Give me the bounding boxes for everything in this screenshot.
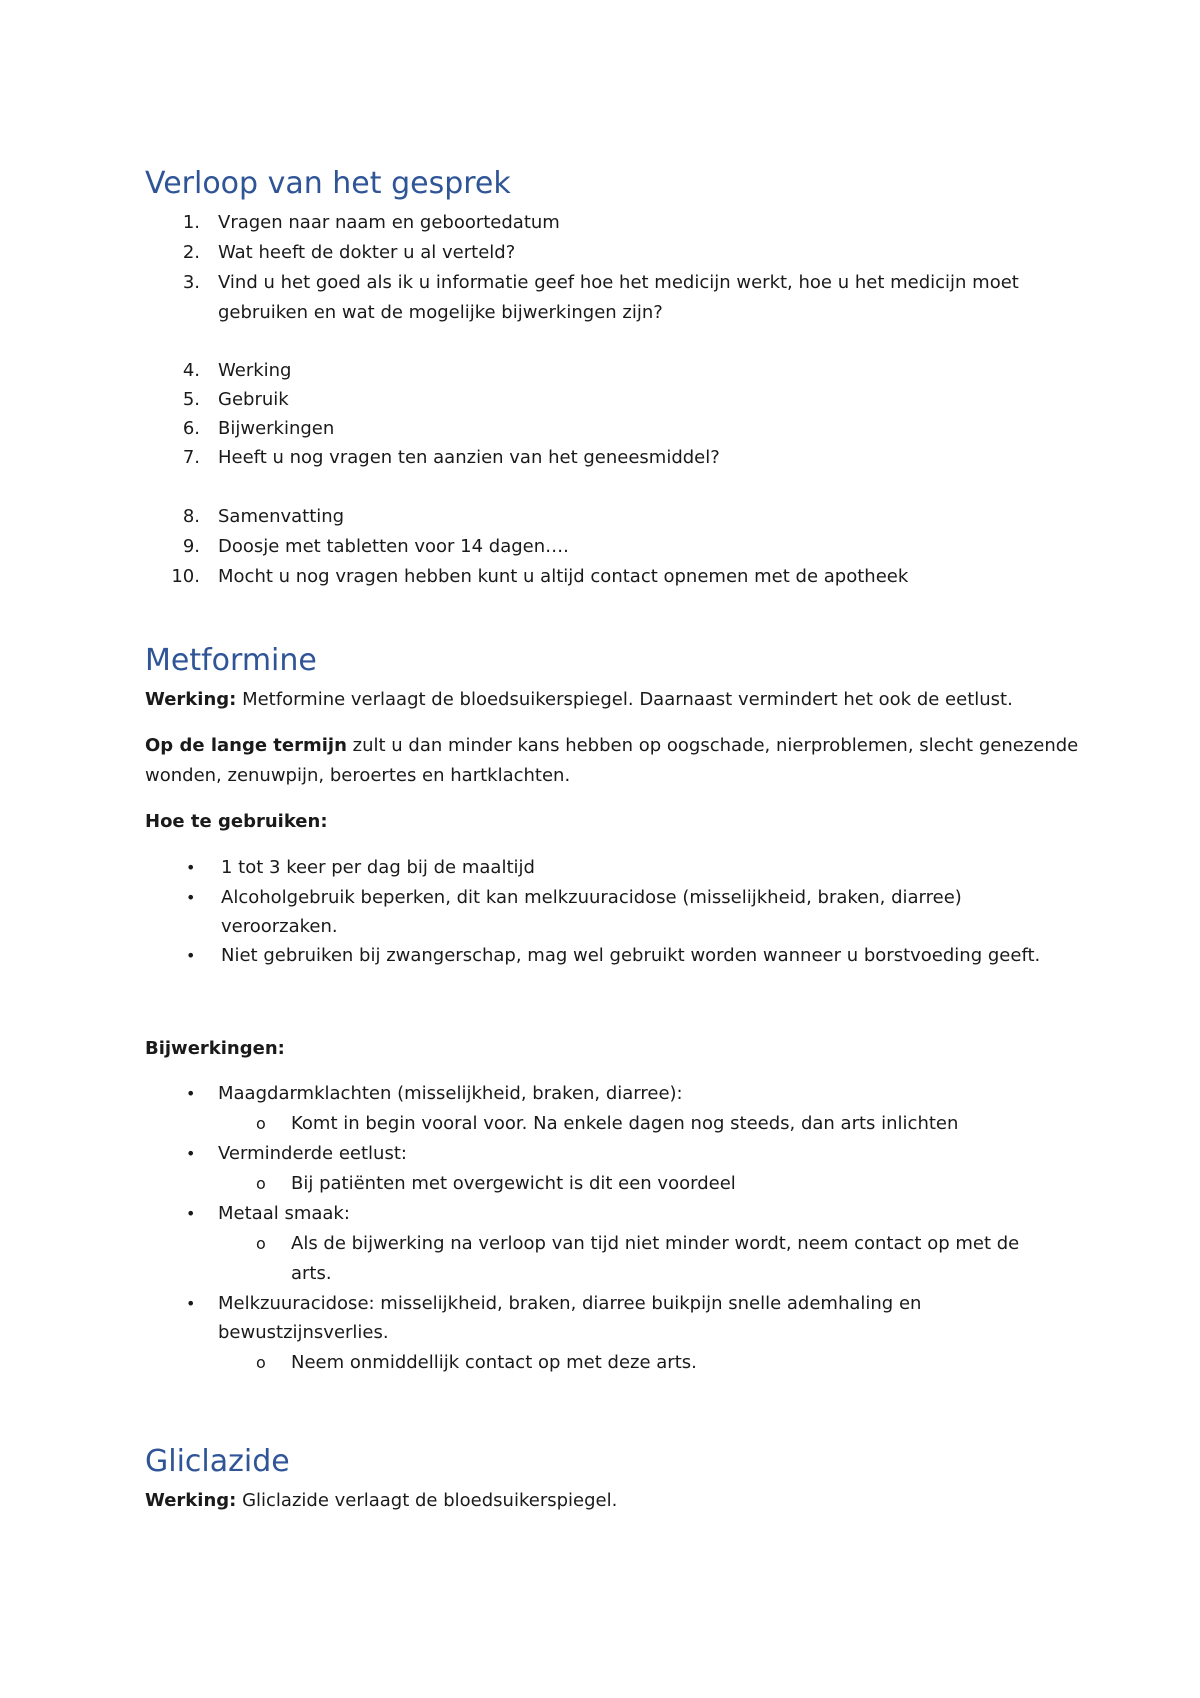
werking-paragraph <box>145 685 1013 715</box>
gliclazide-werking-paragraph <box>145 1486 617 1516</box>
heading-verloop: Verloop van het gesprek <box>145 166 511 201</box>
bullet-icon: • <box>186 1084 196 1103</box>
lange-termijn-text: zult u dan minder kans hebben op oogschade, nierproblemen, slecht genezende <box>346 735 1079 756</box>
list-item: Melkzuuracidose: misselijkheid, braken, diarree buikpijn snelle ademhaling en <box>218 1293 922 1314</box>
list-item: 1 tot 3 keer per dag bij de maaltijd <box>221 857 535 878</box>
sub-bullet-icon: o <box>256 1114 266 1133</box>
list-item: Niet gebruiken bij zwangerschap, mag wel gebruikt worden wanneer u borstvoeding geeft. <box>221 945 1041 966</box>
sub-list-item: Als de bijwerking na verloop van tijd niet minder wordt, neem contact op met de <box>291 1233 1020 1254</box>
sub-bullet-icon: o <box>256 1353 266 1372</box>
list-item: Heeft u nog vragen ten aanzien van het geneesmiddel? <box>218 447 720 468</box>
bullet-icon: • <box>186 858 196 877</box>
sub-list-item: Neem onmiddellijk contact op met deze arts. <box>291 1352 697 1373</box>
list-number: 9. <box>182 536 200 557</box>
list-item: Vind u het goed als ik u informatie geef hoe het medicijn werkt, hoe u het medicijn moet <box>218 272 1019 293</box>
list-number: 1. <box>182 212 200 233</box>
list-item: Mocht u nog vragen hebben kunt u altijd contact opnemen met de apotheek <box>218 566 909 587</box>
list-item: Verminderde eetlust: <box>218 1143 407 1164</box>
list-item-continuation: veroorzaken. <box>221 916 338 937</box>
bullet-icon: • <box>186 946 196 965</box>
bullet-icon: • <box>186 1294 196 1313</box>
bullet-icon: • <box>186 1144 196 1163</box>
list-item: Alcoholgebruik beperken, dit kan melkzuuracidose (misselijkheid, braken, diarree) <box>221 887 962 908</box>
sub-list-item: Bij patiënten met overgewicht is dit een voordeel <box>291 1173 736 1194</box>
werking-text: Metformine verlaagt de bloedsuikerspiegel. Daarnaast vermindert het ook de eetlust. <box>236 689 1013 710</box>
sub-list-item: Komt in begin vooral voor. Na enkele dagen nog steeds, dan arts inlichten <box>291 1113 959 1134</box>
list-item: Wat heeft de dokter u al verteld? <box>218 242 516 263</box>
heading-gliclazide: Gliclazide <box>145 1444 290 1479</box>
heading-metformine: Metformine <box>145 643 317 678</box>
list-item: Gebruik <box>218 389 289 410</box>
list-number: 6. <box>182 418 200 439</box>
list-item: Maagdarmklachten (misselijkheid, braken, diarree): <box>218 1083 683 1104</box>
list-item: Metaal smaak: <box>218 1203 350 1224</box>
list-item: Doosje met tabletten voor 14 dagen…. <box>218 536 569 557</box>
list-item: Samenvatting <box>218 506 345 527</box>
list-number: 2. <box>182 242 200 263</box>
list-item-continuation: gebruiken en wat de mogelijke bijwerkingen zijn? <box>218 302 663 323</box>
gebruik-label: Hoe te gebruiken: <box>145 811 328 832</box>
lange-termijn-paragraph <box>145 731 1078 761</box>
list-number: 7. <box>182 447 200 468</box>
werking-text: Gliclazide verlaagt de bloedsuikerspiegel. <box>236 1490 618 1511</box>
list-number: 10. <box>171 566 200 587</box>
list-number: 8. <box>182 506 200 527</box>
list-number: 5. <box>182 389 200 410</box>
bijwerkingen-label: Bijwerkingen: <box>145 1038 285 1059</box>
bullet-icon: • <box>186 1204 196 1223</box>
list-item: Bijwerkingen <box>218 418 335 439</box>
list-number: 3. <box>182 272 200 293</box>
list-item: Werking <box>218 360 292 381</box>
list-item-continuation: bewustzijnsverlies. <box>218 1322 389 1343</box>
sub-bullet-icon: o <box>256 1234 266 1253</box>
lange-termijn-label: Op de lange termijn <box>145 735 347 756</box>
bullet-icon: • <box>186 888 196 907</box>
werking-label: Werking: <box>145 1490 237 1511</box>
list-number: 4. <box>182 360 200 381</box>
lange-termijn-continuation: wonden, zenuwpijn, beroertes en hartklachten. <box>145 765 571 786</box>
werking-label: Werking: <box>145 689 237 710</box>
sub-bullet-icon: o <box>256 1174 266 1193</box>
sub-list-item-continuation: arts. <box>291 1263 332 1284</box>
list-item: Vragen naar naam en geboortedatum <box>218 212 560 233</box>
